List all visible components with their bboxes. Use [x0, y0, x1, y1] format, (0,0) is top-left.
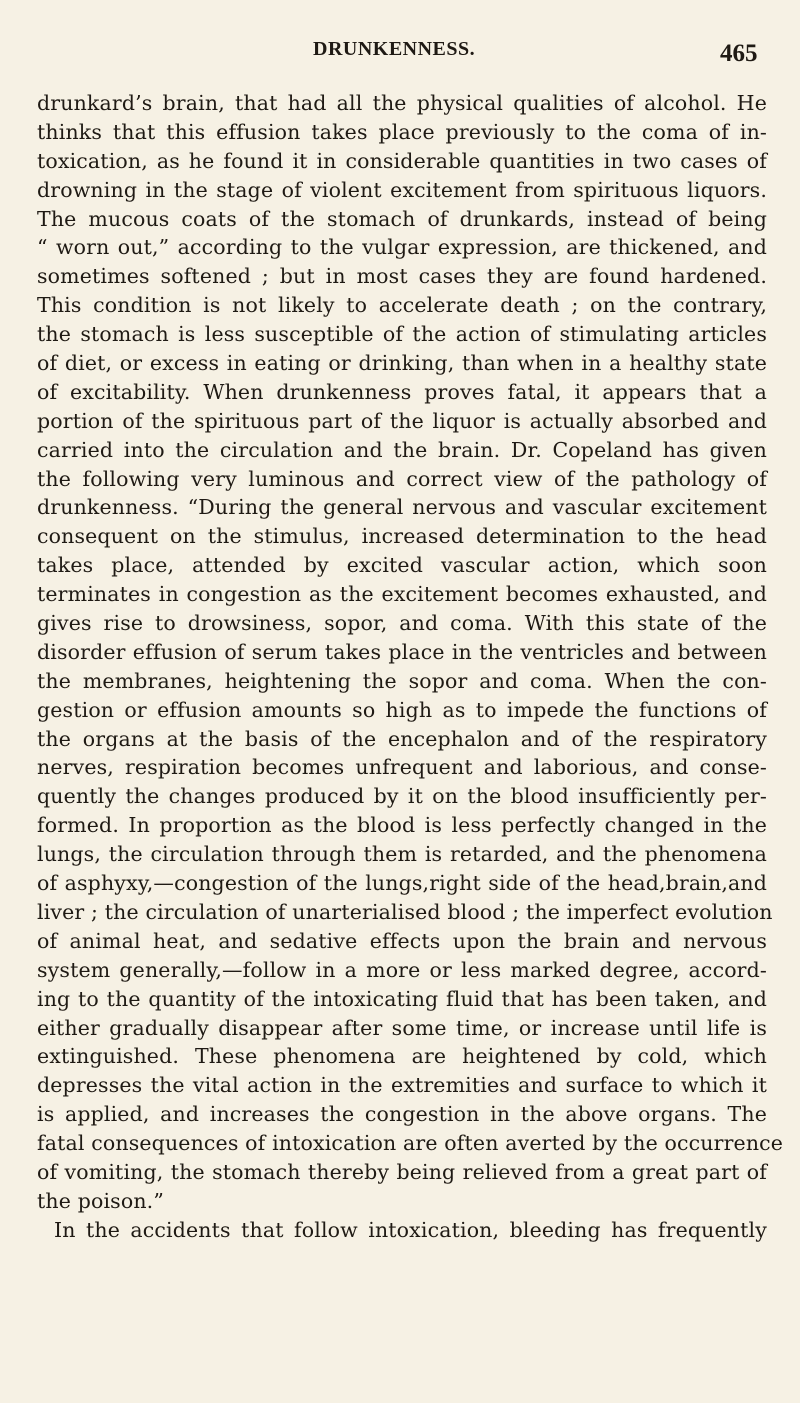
text-line: either gradually disappear after some time, or increase until life is — [37, 1015, 767, 1040]
text-line: lungs, the circulation through them is retarded, and the phenomena — [37, 842, 767, 867]
page-number: 465 — [720, 40, 758, 67]
text-line: consequent on the stimulus, increased determination to the head — [37, 524, 767, 549]
text-line: depresses the vital action in the extremities and surface to which it — [37, 1073, 767, 1098]
text-line: of vomiting, the stomach thereby being relieved from a great part of — [37, 1159, 767, 1184]
text-line: of asphyxy,—congestion of the lungs,right side of the head,brain,and — [37, 871, 767, 896]
text-line: of animal heat, and sedative effects upon the brain and nervous — [37, 928, 767, 953]
text-line: The mucous coats of the stomach of drunkards, instead of being — [37, 206, 767, 231]
text-line: fatal consequences of intoxication are often averted by the occurrence — [37, 1131, 784, 1156]
running-title: DRUNKENNESS. — [313, 38, 476, 60]
text-line: extinguished. These phenomena are heightened by cold, which — [37, 1044, 767, 1069]
text-line: drowning in the stage of violent excitement from spirituous liquors. — [37, 177, 767, 202]
text-line: thinks that this effusion takes place previously to the coma of in- — [37, 119, 767, 144]
text-line: the organs at the basis of the encephalon and of the respiratory — [37, 726, 767, 751]
text-line: quently the changes produced by it on the blood insufficiently per- — [37, 784, 767, 809]
text-line-paragraph-end: the poison.” — [37, 1188, 164, 1213]
text-line: toxication, as he found it in considerable quantities in two cases of — [37, 148, 767, 173]
text-line: gestion or effusion amounts so high as to impede the functions of — [37, 697, 767, 722]
text-line: of diet, or excess in eating or drinking, than when in a healthy state — [37, 351, 767, 376]
running-head — [0, 32, 800, 72]
text-line: formed. In proportion as the blood is less perfectly changed in the — [37, 813, 767, 838]
text-line: “ worn out,” according to the vulgar expression, are thickened, and — [37, 235, 767, 260]
body-text — [37, 89, 784, 1245]
text-line: gives rise to drowsiness, sopor, and coma. With this state of the — [37, 611, 767, 636]
text-line: system generally,—follow in a more or less marked degree, accord- — [37, 957, 767, 982]
text-line: This condition is not likely to accelerate death ; on the contrary, — [37, 293, 767, 318]
text-line-paragraph-start: In the accidents that follow intoxication, bleeding has frequently — [54, 1217, 767, 1242]
text-line: takes place, attended by excited vascular action, which soon — [37, 553, 767, 578]
text-line: ing to the quantity of the intoxicating fluid that has been taken, and — [37, 986, 767, 1011]
text-line: the stomach is less susceptible of the action of stimulating articles — [37, 322, 767, 347]
text-line: portion of the spirituous part of the liquor is actually absorbed and — [37, 408, 767, 433]
text-line: the following very luminous and correct view of the pathology of — [37, 466, 767, 491]
text-line: the membranes, heightening the sopor and coma. When the con- — [37, 668, 767, 693]
text-line: carried into the circulation and the brain. Dr. Copeland has given — [37, 437, 767, 462]
text-line: of excitability. When drunkenness proves fatal, it appears that a — [37, 379, 767, 404]
text-line: nerves, respiration becomes unfrequent and laborious, and conse- — [37, 755, 767, 780]
text-line: sometimes softened ; but in most cases they are found hardened. — [37, 264, 767, 289]
text-line: terminates in congestion as the excitement becomes exhausted, and — [37, 582, 767, 607]
text-line: disorder effusion of serum takes place in the ventricles and between — [37, 639, 767, 664]
text-line: drunkard’s brain, that had all the physical qualities of alcohol. He — [37, 91, 767, 115]
text-line: liver ; the circulation of unarterialised blood ; the imperfect evolution — [37, 899, 773, 924]
text-line: drunkenness. “During the general nervous and vascular excitement — [37, 495, 767, 520]
text-line: is applied, and increases the congestion in the above organs. The — [37, 1102, 767, 1127]
